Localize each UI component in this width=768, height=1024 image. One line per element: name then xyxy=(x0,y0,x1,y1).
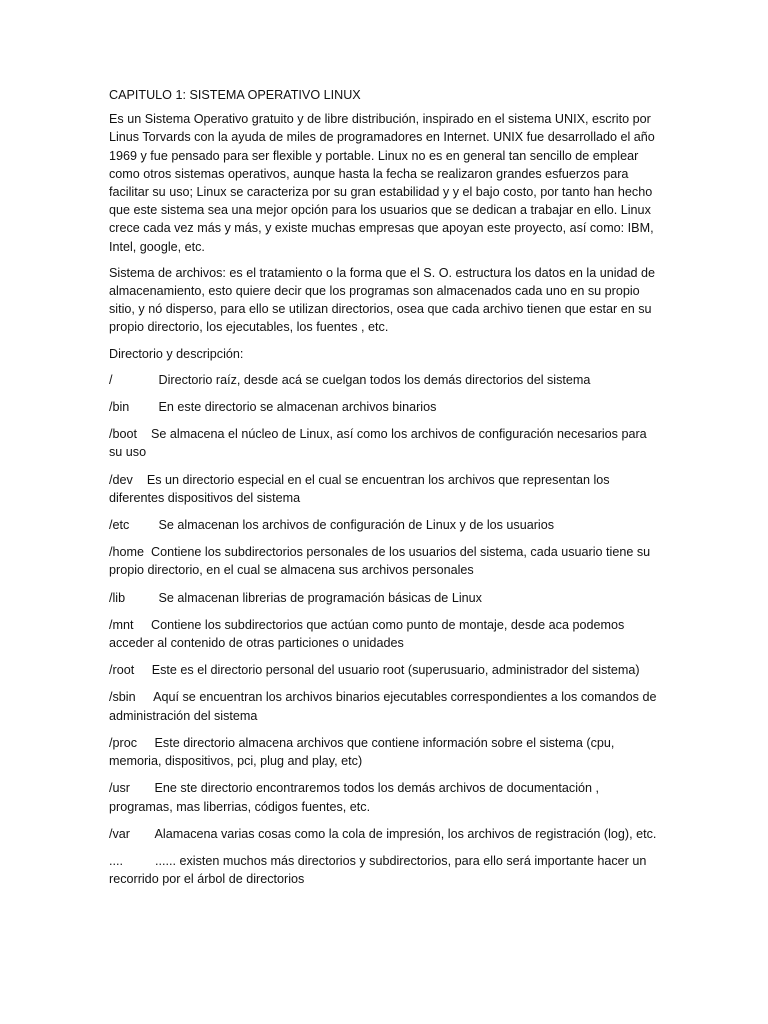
directory-path: /bin xyxy=(109,400,130,415)
directory-row-etc xyxy=(109,516,657,534)
directory-path: /mnt xyxy=(109,617,134,632)
intro-paragraph: Es un Sistema Operativo gratuito y de libre distribución, inspirado en el sistema UNIX, escrito por Linus Torvards con la ayuda de miles de programadores en Internet. UNIX fue desarrollado el año 1969 y fue pensado para ser flexible y portable. Linux no es en general tan sencillo de emplear como otros sistemas operativos, aunque hasta la fecha se realizaron grandes esfuerzos para facilitar su uso; Linux se caracteriza por su gran estabilidad y y el bajo costo, por tanto han hecho que este sistema sea una mejor opción para los usuarios que se dedican a trabajar en ello. Linux crece cada vez más y más, y existe muchas empresas que apoyan este proyecto, así como: IBM, Intel, google, etc. xyxy=(109,112,655,254)
directory-list xyxy=(109,371,657,888)
directory-path: / xyxy=(109,372,113,387)
directory-path: /root xyxy=(109,663,135,678)
directory-description: En este directorio se almacenan archivos binarios xyxy=(158,400,437,415)
directory-description: Alamacena varias cosas como la cola de impresión, los archivos de registración (log), etc. xyxy=(154,826,657,841)
directory-description: Ene ste directorio encontraremos todos los demás archivos de documentación , programas, mas liberrias, códigos fuentes, etc. xyxy=(109,781,600,814)
directory-row-mnt xyxy=(109,616,657,652)
directory-row-bin xyxy=(109,398,657,416)
directory-row-root-user xyxy=(109,661,657,679)
directory-path: /usr xyxy=(109,781,130,796)
directory-description: Contiene los subdirectorios que actúan como punto de montaje, desde aca podemos acceder al contenido de otras particiones o unidades xyxy=(109,617,625,651)
directory-path: /proc xyxy=(109,735,137,750)
directory-path: /lib xyxy=(109,590,126,605)
directory-row-more xyxy=(109,852,657,888)
directory-heading: Directorio y descripción: xyxy=(109,346,244,361)
directory-path: /var xyxy=(109,826,130,841)
document-page xyxy=(109,86,657,897)
directory-row-lib xyxy=(109,589,657,607)
directory-description: Se almacenan los archivos de configuración de Linux y de los usuarios xyxy=(158,518,555,533)
directory-row-boot xyxy=(109,425,657,461)
directory-row-root xyxy=(109,371,657,389)
directory-description: Aquí se encuentran los archivos binarios ejecutables correspondientes a los comandos de administración del sistema xyxy=(109,690,657,723)
directory-description: ...... existen muchos más directorios y subdirectorios, para ello será importante hacer un recorrido por el árbol de directorios xyxy=(109,853,647,887)
directory-description: Directorio raíz, desde acá se cuelgan todos los demás directorios del sistema xyxy=(158,372,591,387)
directory-path: /boot xyxy=(109,427,138,442)
directory-description: Contiene los subdirectorios personales de los usuarios del sistema, cada usuario tiene su propio directorio, en el cual se almacena sus archivos personales xyxy=(109,545,651,578)
directory-row-home xyxy=(109,543,657,579)
filesystem-paragraph: Sistema de archivos: es el tratamiento o la forma que el S. O. estructura los datos en la unidad de almacenamiento, esto quiere decir que los programas son almacenados cada uno en su propio sitio, y nó disperso, para ello se utilizan directorios, osea que cada archivo tienen que estar en su propio directorio, los ejecutables, los fuentes , etc. xyxy=(109,265,656,335)
directory-description: Este es el directorio personal del usuario root (superusuario, administrador del sistema) xyxy=(151,663,640,678)
directory-path: /sbin xyxy=(109,690,136,705)
directory-description: Se almacena el núcleo de Linux, así como los archivos de configuración necesarios para su uso xyxy=(109,427,647,460)
directory-row-usr xyxy=(109,779,657,815)
directory-path: .... xyxy=(109,853,123,868)
directory-description: Es un directorio especial en el cual se encuentran los archivos que representan los diferentes dispositivos del sistema xyxy=(109,472,610,505)
directory-path: /etc xyxy=(109,518,130,533)
directory-description: Se almacenan librerias de programación básicas de Linux xyxy=(158,590,482,605)
directory-path: /dev xyxy=(109,472,133,487)
directory-description: Este directorio almacena archivos que contiene información sobre el sistema (cpu, memoria, dispositivos, pci, plug and play, etc) xyxy=(109,735,615,769)
directory-row-proc xyxy=(109,734,657,770)
directory-row-var xyxy=(109,825,657,843)
directory-row-dev xyxy=(109,471,657,507)
directory-row-sbin xyxy=(109,688,657,724)
chapter-title: CAPITULO 1: SISTEMA OPERATIVO LINUX xyxy=(109,88,361,102)
directory-path: /home xyxy=(109,545,145,560)
